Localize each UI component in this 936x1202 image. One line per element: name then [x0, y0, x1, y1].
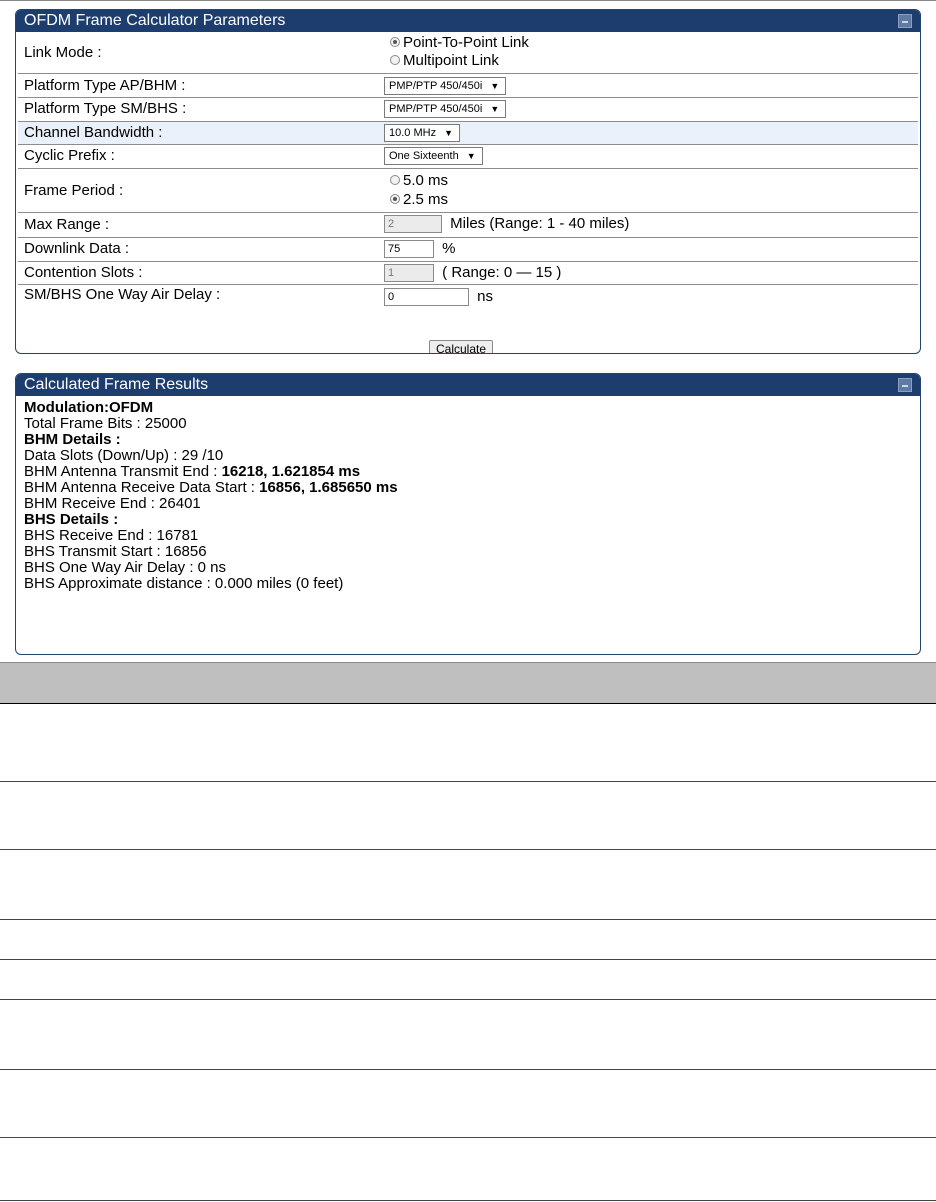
- air-delay-input[interactable]: 0: [384, 288, 469, 306]
- select-value: PMP/PTP 450/450i: [389, 80, 483, 92]
- bhs-transmit-start: BHS Transmit Start : 16856: [24, 543, 207, 560]
- calculate-button[interactable]: Calculate: [429, 340, 493, 354]
- parameters-panel-title: OFDM Frame Calculator Parameters: [24, 12, 286, 29]
- radio-point-to-point[interactable]: [390, 34, 529, 52]
- max-range-label: Max Range :: [24, 216, 110, 233]
- max-range-row: [18, 213, 918, 238]
- table-row: [0, 1138, 936, 1201]
- bhs-receive-end: BHS Receive End : 16781: [24, 527, 199, 544]
- air-delay-unit: ns: [477, 288, 494, 305]
- calculator-parameters-panel: [15, 9, 921, 354]
- table-row: [0, 960, 936, 1000]
- table-row: [0, 850, 936, 920]
- contention-slots-input[interactable]: 1: [384, 264, 434, 282]
- bhm-details-heading: BHM Details :: [24, 431, 121, 448]
- platform-sm-row: [18, 98, 918, 122]
- radio-selected-icon[interactable]: [390, 37, 400, 47]
- max-range-hint: Miles (Range: 1 - 40 miles): [450, 215, 630, 232]
- dropdown-arrow-icon: ▼: [490, 81, 500, 91]
- dropdown-arrow-icon: ▼: [444, 128, 453, 138]
- modulation-text: Modulation:OFDM: [24, 399, 154, 416]
- collapse-icon[interactable]: [898, 378, 912, 392]
- radio-multipoint[interactable]: [390, 52, 529, 70]
- platform-ap-label: Platform Type AP/BHM :: [24, 77, 186, 94]
- bhs-details-heading: BHS Details :: [24, 511, 119, 528]
- total-frame-bits: Total Frame Bits : 25000: [24, 415, 187, 432]
- radio-5ms[interactable]: [390, 172, 448, 191]
- cyclic-prefix-row: [18, 145, 918, 169]
- channel-bandwidth-select[interactable]: [384, 124, 460, 142]
- max-range-input[interactable]: 2: [384, 215, 442, 233]
- downlink-data-label: Downlink Data :: [24, 240, 130, 257]
- frame-results-panel: [15, 373, 921, 655]
- table-row: [0, 704, 936, 782]
- page-top-rule: [0, 0, 936, 1]
- radio-unselected-icon[interactable]: [390, 55, 400, 65]
- air-delay-row: [18, 285, 918, 309]
- downlink-data-input[interactable]: 75: [384, 240, 434, 258]
- platform-ap-row: [18, 74, 918, 98]
- radio-unselected-icon[interactable]: [390, 175, 400, 185]
- parameters-panel-header: [16, 10, 920, 32]
- radio-2-5ms[interactable]: [390, 191, 448, 210]
- platform-ap-select[interactable]: [384, 77, 506, 95]
- radio-selected-icon[interactable]: [390, 194, 400, 204]
- bhm-receive-start-label: BHM Antenna Receive Data Start :: [24, 479, 260, 496]
- results-body: [16, 396, 920, 596]
- bhs-air-delay: BHS One Way Air Delay : 0 ns: [24, 559, 227, 576]
- downlink-data-row: [18, 238, 918, 262]
- bhs-distance: BHS Approximate distance : 0.000 miles (0 feet): [24, 575, 344, 592]
- results-panel-header: [16, 374, 920, 396]
- contention-slots-label: Contention Slots :: [24, 264, 143, 281]
- downlink-data-unit: %: [442, 240, 456, 257]
- table-row: [0, 1070, 936, 1138]
- radio-label: 2.5 ms: [403, 191, 449, 208]
- platform-sm-select[interactable]: [384, 100, 506, 118]
- channel-bandwidth-row: [18, 122, 918, 145]
- link-mode-row: [18, 32, 918, 74]
- data-slots: Data Slots (Down/Up) : 29 /10: [24, 447, 224, 464]
- table-row: [0, 1000, 936, 1070]
- platform-sm-label: Platform Type SM/BHS :: [24, 100, 187, 117]
- bhm-transmit-end-label: BHM Antenna Transmit End :: [24, 463, 222, 480]
- frame-period-label: Frame Period :: [24, 182, 124, 199]
- frame-period-row: [18, 169, 918, 213]
- cyclic-prefix-select[interactable]: [384, 147, 483, 165]
- radio-label: Multipoint Link: [403, 52, 499, 69]
- bhm-transmit-end: [24, 464, 912, 480]
- cyclic-prefix-label: Cyclic Prefix :: [24, 147, 115, 164]
- document-table-header: [0, 662, 936, 704]
- select-value: One Sixteenth: [389, 150, 459, 162]
- dropdown-arrow-icon: ▼: [466, 151, 476, 161]
- contention-slots-hint: ( Range: 0 — 15 ): [442, 264, 562, 281]
- contention-slots-row: [18, 262, 918, 285]
- radio-label: Point-To-Point Link: [403, 34, 529, 51]
- dropdown-arrow-icon: ▼: [490, 104, 500, 114]
- collapse-icon[interactable]: [898, 14, 912, 28]
- bhm-receive-start-value: 16856, 1.685650 ms: [259, 479, 398, 496]
- bhm-receive-start: [24, 480, 912, 496]
- air-delay-label: SM/BHS One Way Air Delay :: [24, 286, 221, 303]
- bhm-receive-end: BHM Receive End : 26401: [24, 495, 201, 512]
- results-panel-title: Calculated Frame Results: [24, 376, 209, 393]
- select-value: PMP/PTP 450/450i: [389, 103, 483, 115]
- bhm-transmit-end-value: 16218, 1.621854 ms: [221, 463, 361, 480]
- select-value: 10.0 MHz: [389, 127, 437, 139]
- link-mode-label: Link Mode :: [24, 44, 102, 61]
- radio-label: 5.0 ms: [403, 172, 449, 189]
- channel-bandwidth-label: Channel Bandwidth :: [24, 124, 163, 141]
- table-row: [0, 782, 936, 850]
- table-row: [0, 920, 936, 960]
